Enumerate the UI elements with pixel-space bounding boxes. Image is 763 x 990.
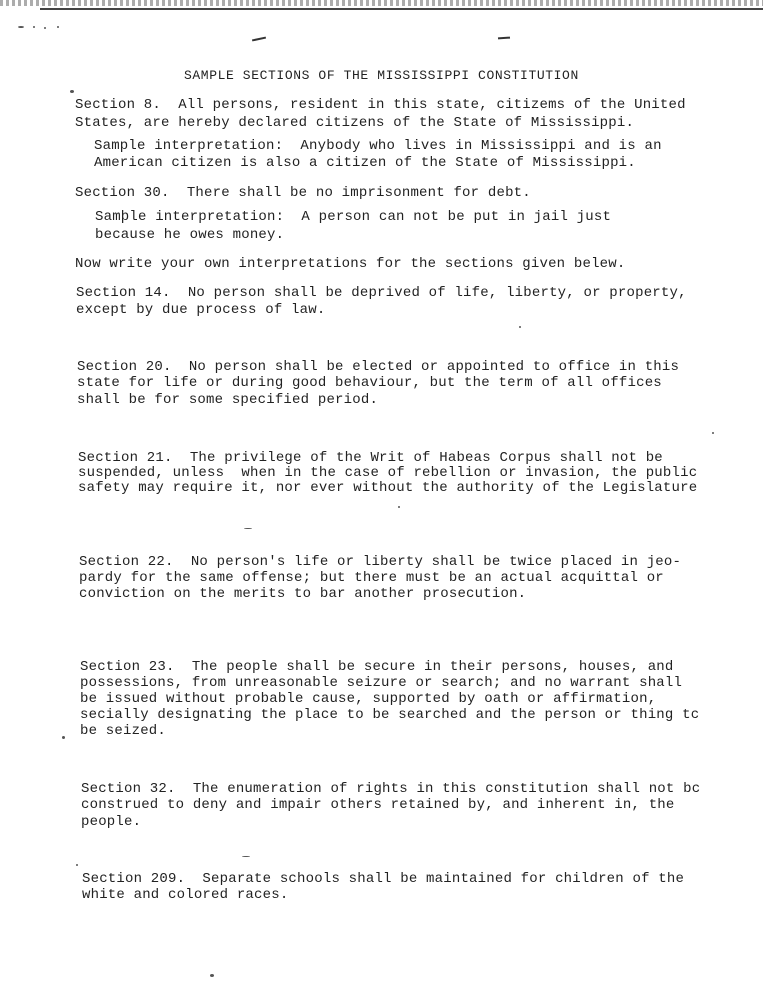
section-23-line-4: secially designating the place to be searched and the person or thing tc <box>80 707 700 723</box>
scan-speck <box>33 26 35 28</box>
section-8-interpretation-line-2: American citizen is also a citizen of the State of Mississippi. <box>94 155 636 171</box>
scan-speck <box>242 856 250 857</box>
scan-speck <box>210 974 214 977</box>
section-209-line-2: white and colored races. <box>82 887 289 903</box>
scan-speck <box>398 506 400 508</box>
section-22-line-3: conviction on the merits to bar another prosecution. <box>79 586 527 602</box>
section-8-line-1: Section 8. All persons, resident in this state, citizems of the United <box>75 97 686 113</box>
section-22-line-1: Section 22. No person's life or liberty shall be twice placed in jeo- <box>79 554 682 570</box>
section-21-line-2: suspended, unless when in the case of rebellion or invasion, the public <box>78 465 698 481</box>
section-23-line-3: be issued without probable cause, supported by oath or affirmation, <box>80 691 657 707</box>
section-8-interpretation-line-1: Sample interpretation: Anybody who lives in Mississippi and is an <box>94 138 662 154</box>
section-14-line-1: Section 14. No person shall be deprived of life, liberty, or property, <box>76 285 687 301</box>
instruction-text: Now write your own interpretations for the sections given belew. <box>75 256 626 272</box>
section-30-interpretation-line-2: because he owes money. <box>95 227 285 243</box>
scan-speck <box>70 90 74 93</box>
scan-speck <box>712 432 714 434</box>
scan-speck <box>57 26 59 28</box>
section-32-line-2: construed to deny and impair others retained by, and inherent in, the <box>81 797 675 813</box>
section-23-line-1: Section 23. The people shall be secure in their persons, houses, and <box>80 659 674 675</box>
section-32-line-1: Section 32. The enumeration of rights in this constitution shall not bc <box>81 781 701 797</box>
scan-speck <box>244 528 252 529</box>
section-22-line-2: pardy for the same offense; but there must be an actual acquittal or <box>79 570 664 586</box>
scan-speck <box>62 736 65 739</box>
section-14-line-2: except by due process of law. <box>76 302 326 318</box>
scan-speck <box>76 864 78 866</box>
section-32-line-3: people. <box>81 814 142 830</box>
section-23-line-5: be seized. <box>80 723 167 739</box>
page-top-edge <box>0 0 763 6</box>
section-20-line-2: state for life or during good behaviour, but the term of all offices <box>77 375 662 391</box>
page-title: SAMPLE SECTIONS OF THE MISSISSIPPI CONSTITUTION <box>184 68 579 83</box>
section-21-line-1: Section 21. The privilege of the Writ of Habeas Corpus shall not be <box>78 450 663 466</box>
scan-mark <box>498 37 510 40</box>
scan-speck <box>519 326 521 328</box>
section-8-line-2: States, are hereby declared citizens of the State of Mississippi. <box>75 115 635 131</box>
section-209-line-1: Section 209. Separate schools shall be maintained for children of the <box>82 871 685 887</box>
section-20-line-1: Section 20. No person shall be elected or appointed to office in this <box>77 359 680 375</box>
section-30-interpretation-line-1: Samþle interpretation: A person can not be put in jail just <box>95 209 612 225</box>
section-23-line-2: possessions, from unreasonable seizure or search; and no warrant shall <box>80 675 683 691</box>
section-30-line-1: Section 30. There shall be no imprisonment for debt. <box>75 185 531 201</box>
scan-mark <box>252 37 266 42</box>
section-21-line-3: safety may require it, nor ever without the authority of the Legislature <box>78 480 698 496</box>
scan-speck <box>44 27 46 29</box>
page-top-rule <box>40 8 763 10</box>
scan-speck <box>18 26 24 28</box>
section-20-line-3: shall be for some specified period. <box>77 392 379 408</box>
